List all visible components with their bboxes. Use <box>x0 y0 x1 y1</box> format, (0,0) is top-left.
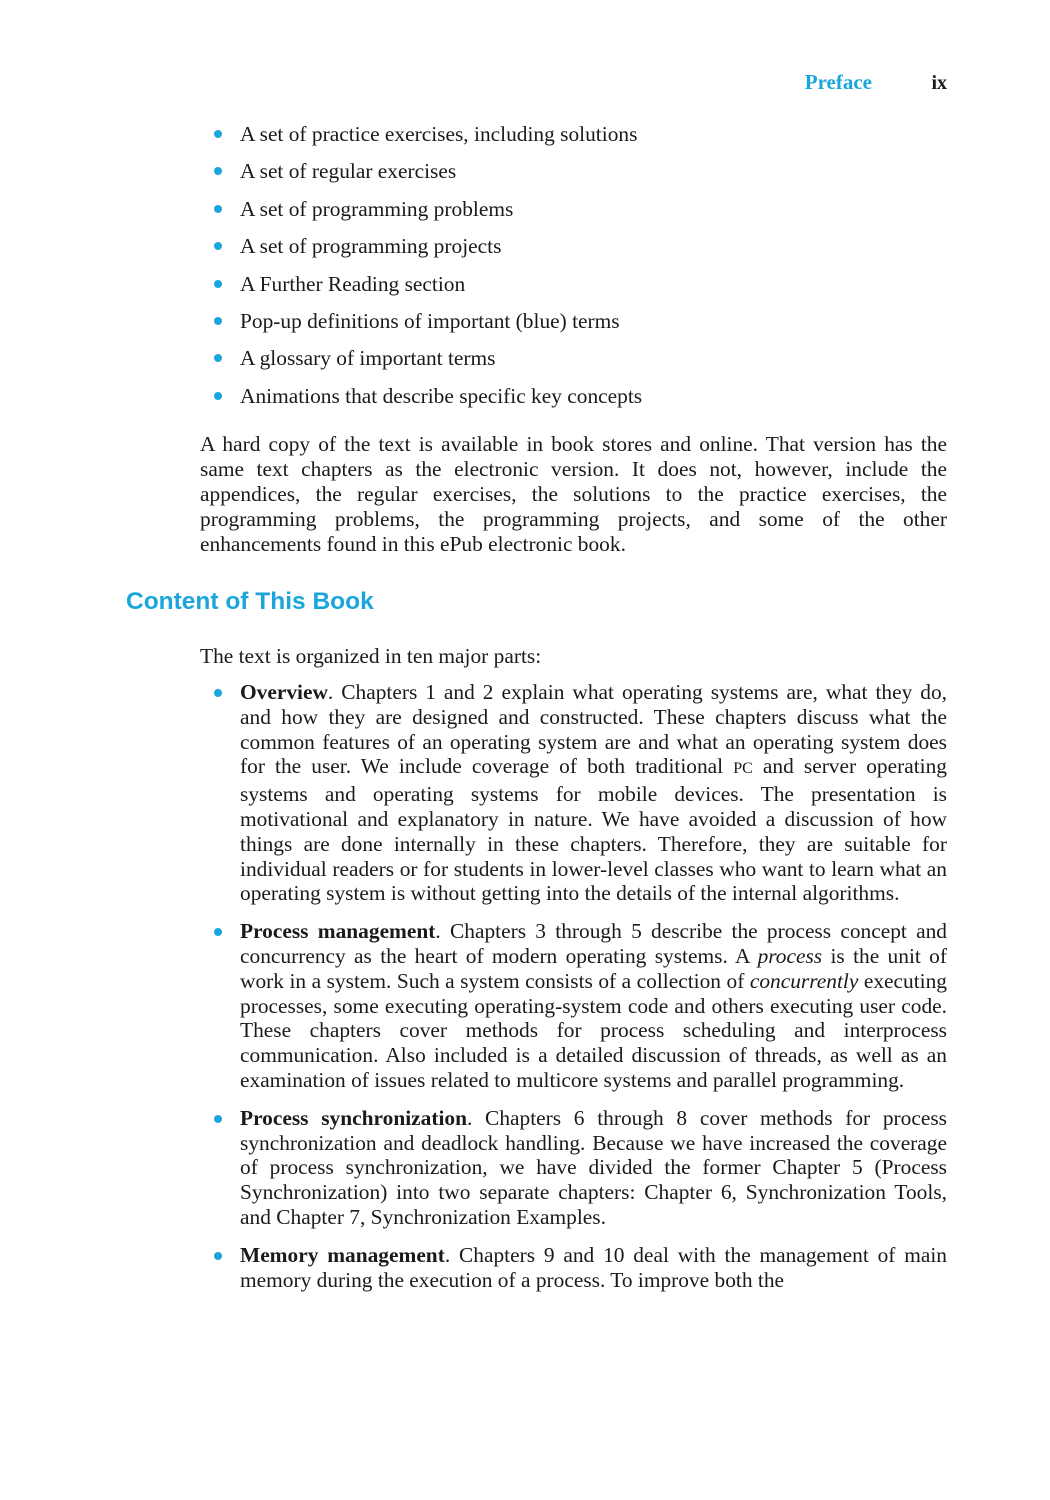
part-title: Process synchronization <box>240 1105 468 1130</box>
list-item <box>214 269 954 306</box>
part-text: . Chapters 6 through 8 cover methods for process synchronization and deadlock handling. Because we have increased the coverage of process synchronization, we have divided the former Chapter 5 (Process Synchronization) into two separate chapters: Chapter 6, Synchronization Tools, and Chapter 7, Synchronization Examples. <box>240 1105 948 1229</box>
section-intro: The text is organized in ten major parts: <box>200 644 542 668</box>
hard-copy-paragraph: A hard copy of the text is available in book stores and online. That version has the same text chapters as the electronic version. It does not, however, include the appendices, the regular exercises, the solutions to the practice exercises, the programming problems, the programming projects, and some of the other enhancements found in this ePub electronic book. <box>200 432 947 556</box>
part-title: Overview <box>240 680 328 704</box>
list-item <box>214 194 954 231</box>
bullet-icon <box>214 130 222 138</box>
list-item-text: Animations that describe specific key concepts <box>240 383 643 408</box>
running-header <box>0 70 1050 100</box>
section-heading: Content of This Book <box>126 588 374 615</box>
part-text: executing processes, some executing operating-system code and others executing user code. These chapters cover methods for process scheduling and interprocess communication. Also included is a detailed discussion of threads, as well as an examination of issues related to multicore systems and parallel programming. <box>240 968 947 1092</box>
part-process-management <box>214 919 947 1093</box>
list-item-text: A glossary of important terms <box>240 346 496 371</box>
bullet-icon <box>214 317 222 325</box>
part-text: . Chapters 9 and 10 deal with the management of main memory during the execution of a process. To improve both the <box>240 1242 947 1292</box>
bullet-icon <box>214 928 222 936</box>
header-section-title: Preface <box>804 70 872 94</box>
list-item <box>214 306 954 343</box>
list-item <box>214 231 954 268</box>
part-overview <box>214 680 947 906</box>
part-text: is the unit of work in a system. Such a system consists of a collection of <box>240 943 947 993</box>
feature-list <box>214 119 954 418</box>
parts-list <box>214 680 947 1305</box>
bullet-icon <box>214 392 222 400</box>
bullet-icon <box>214 205 222 213</box>
list-item-text: A set of programming projects <box>240 234 502 259</box>
list-item <box>214 156 954 193</box>
bullet-icon <box>214 167 222 175</box>
emphasis-term: concurrently <box>749 968 859 993</box>
list-item-text: Pop-up definitions of important (blue) terms <box>240 308 620 333</box>
part-text: and server operating systems and operating systems for mobile devices. The presentation is motivational and explanatory in nature. We have avoided a discussion of how things are done internally in these chapters. Therefore, they are suitable for individual readers or for students in lower-level classes who want to learn what an operating system is without getting into the details of the internal algorithms. <box>240 754 947 906</box>
list-item <box>214 119 954 156</box>
bullet-icon <box>214 1115 222 1123</box>
bullet-icon <box>214 242 222 250</box>
list-item-text: A Further Reading section <box>240 271 466 296</box>
list-item <box>214 381 954 418</box>
list-item-text: A set of practice exercises, including solutions <box>240 122 638 146</box>
page-number: ix <box>931 72 947 94</box>
list-item <box>214 343 954 380</box>
part-process-synchronization <box>214 1106 947 1230</box>
emphasis-term: process <box>757 943 823 968</box>
bullet-icon <box>214 354 222 362</box>
part-title: Process management <box>240 919 436 944</box>
acronym-pc: PC <box>733 760 753 778</box>
bullet-icon <box>214 689 222 697</box>
list-item-text: A set of programming problems <box>240 196 514 221</box>
list-item-text: A set of regular exercises <box>240 159 457 184</box>
part-text: . Chapters 3 through 5 describe the process concept and concurrency as the heart of modern operating systems. A <box>240 919 947 968</box>
bullet-icon <box>214 1252 222 1260</box>
bullet-icon <box>214 280 222 288</box>
part-text: . Chapters 1 and 2 explain what operating systems are, what they do, and how they are designed and constructed. These chapters discuss what the common features of an operating system are and what an operating system does for the user. We include coverage of both traditional <box>240 680 947 779</box>
part-memory-management <box>214 1243 947 1293</box>
part-title: Memory management <box>240 1242 445 1267</box>
